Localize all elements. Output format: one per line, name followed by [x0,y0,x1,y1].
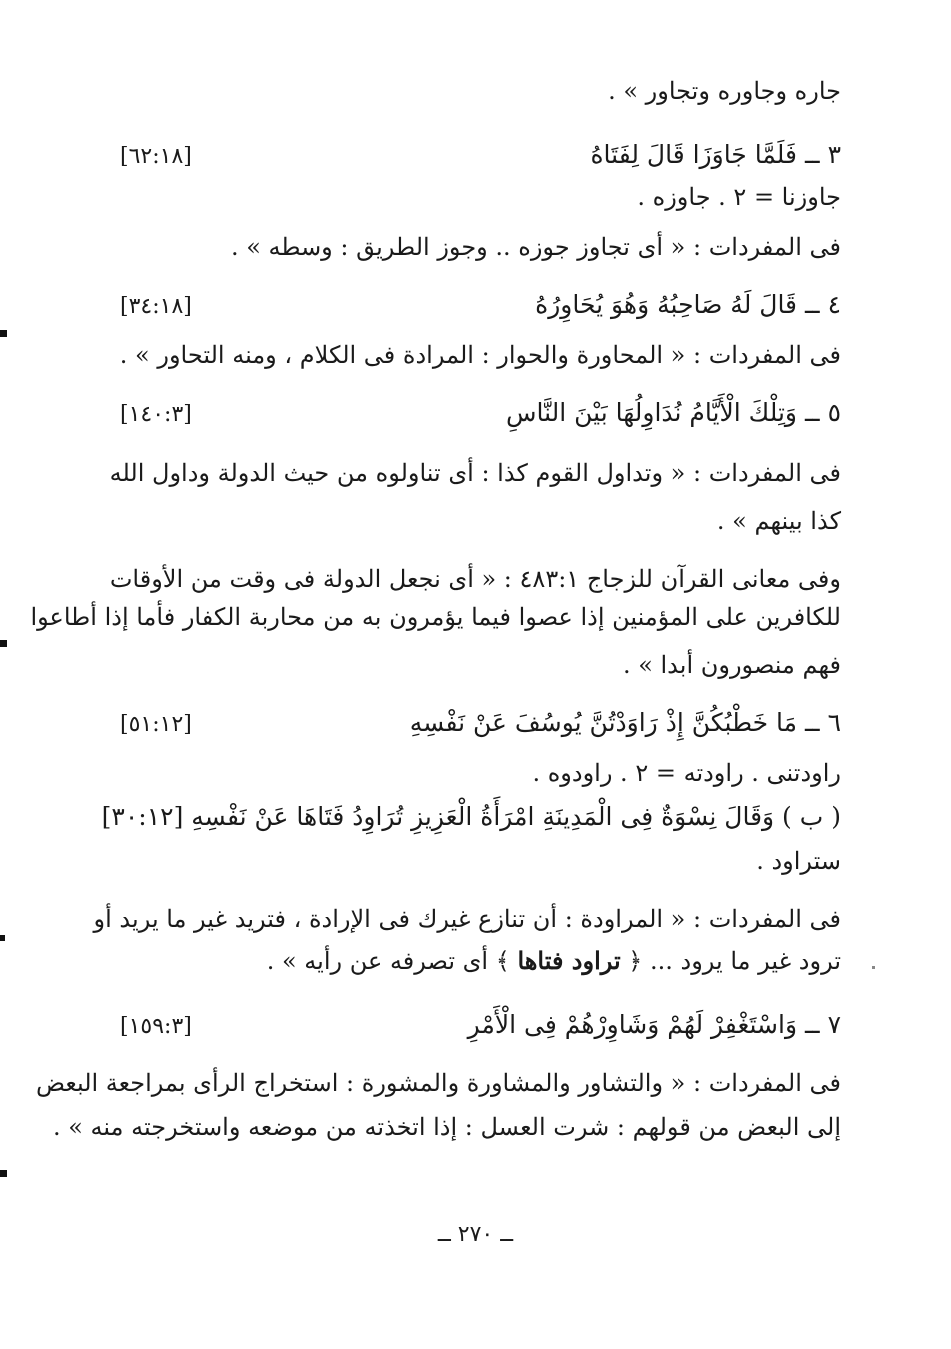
text-line-8: فى المفردات : « وتداول القوم كذا : أى تناولوه من حيث الدولة وداول الله [109,459,841,487]
text-line-18-start: ترود غير ما يرود ... ﴿ [628,947,841,975]
scan-margin-mark [0,640,7,647]
text-line-1: جاره وجاوره وتجاور » . [608,77,841,105]
verse-3: ٣ ــ فَلَمَّا جَاوَزَا قَالَ لِفَتَاهُ [590,140,841,169]
text-line-6: فى المفردات : « المحاورة والحوار : المرادة فى الكلام ، ومنه التحاور » . [119,341,841,369]
text-line-21: إلى البعض من قولهم : شرت العسل : إذا اتخذته من موضعه واستخرجته منه » . [52,1113,841,1141]
verse-3-reference: [٦٢:١٨] [120,144,192,169]
text-line-14: راودتنى . راودته = ٢ . راودوه . [532,759,841,787]
text-line-3: جاوزنا = ٢ . جاوزه . [637,183,841,211]
text-line-18 [267,944,841,978]
text-line-20: فى المفردات : « والتشاور والمشاورة والمشورة : استخراج الرأى بمراجعة البعض [35,1069,841,1097]
verse-5-reference: [١٤٠:٣] [120,402,192,427]
text-line-17: فى المفردات : « المراودة : أن تنازع غيرك فى الإرادة ، فتريد غير ما يريد أو [93,905,841,933]
verse-7-reference: [١٥٩:٣] [120,1014,192,1039]
verse-4: ٤ ــ قَالَ لَهُ صَاحِبُهُ وَهُوَ يُحَاوِرُهُ [535,290,841,319]
scan-margin-mark [0,1170,7,1177]
page-number: ــ ٢٧٠ ــ [437,1222,514,1247]
text-line-12: فهم منصورون أبدا » . [622,651,841,679]
text-line-11: للكافرين على المؤمنين إذا عصوا فيما يؤمرون به من محاربة الكفار فأما إذا أطاعوا [30,603,841,631]
quoted-phrase: تراود فتاها [517,946,621,975]
verse-6-reference: [٥١:١٢] [120,712,192,737]
verse-7: ٧ ــ وَاسْتَغْفِرْ لَهُمْ وَشَاوِرْهُمْ فِى الْأَمْرِ [467,1010,841,1039]
scan-margin-mark [0,935,5,941]
text-line-16: ستراود . [756,847,841,875]
scan-margin-mark [0,330,7,337]
scan-speck [872,966,875,969]
text-line-9: كذا بينهم » . [716,507,841,535]
verse-4-reference: [٣٤:١٨] [120,294,192,319]
verse-6b: ( ب ) وَقَالَ نِسْوَةٌ فِى الْمَدِينَةِ امْرَأَةُ الْعَزِيزِ تُرَاوِدُ فَتَاهَا عَنْ نَفْسِهِ [٣٠:١٢] [101,802,841,831]
text-line-18-end: ﴾ أى تصرفه عن رأيه » . [266,947,510,975]
text-line-4: فى المفردات : « أى تجاوز جوزه .. وجوز الطريق : وسطه » . [230,233,841,261]
verse-6: ٦ ــ مَا خَطْبُكُنَّ إِذْ رَاوَدْتُنَّ يُوسُفَ عَنْ نَفْسِهِ [409,708,841,737]
text-line-10: وفى معانى القرآن للزجاج ٤٨٣:١ : « أى نجعل الدولة فى وقت من الأوقات [109,565,841,593]
verse-5: ٥ ــ وَتِلْكَ الْأَيَّامُ نُدَاوِلُهَا بَيْنَ النَّاسِ [505,398,841,427]
